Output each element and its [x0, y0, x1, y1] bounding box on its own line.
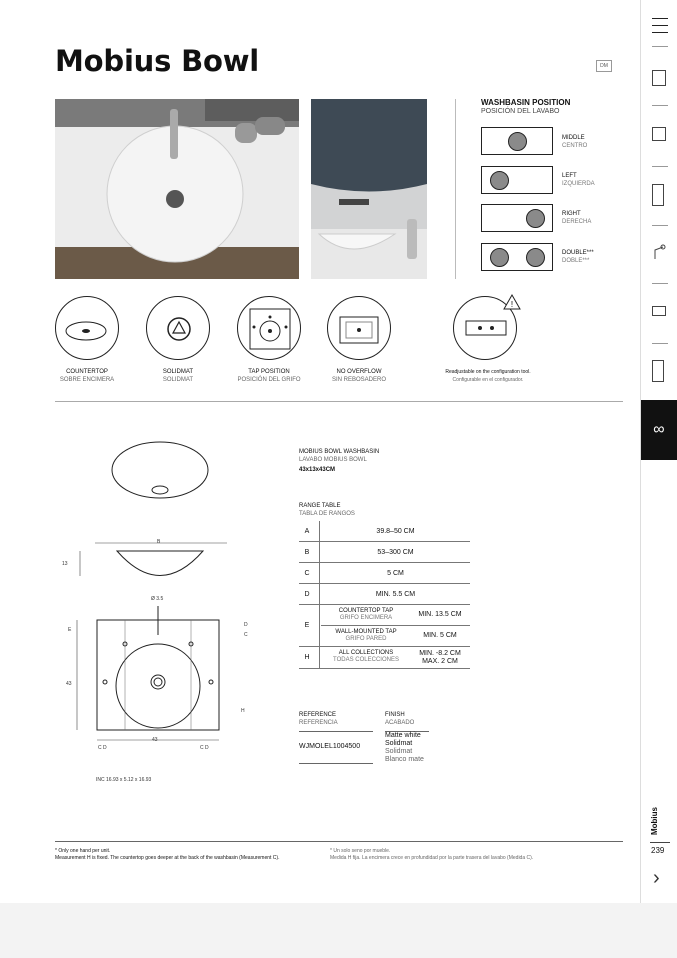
product-photo-side-view — [311, 99, 427, 279]
footnote-es: * Un solo seno por mueble. Medida H fija. La encimera crece en profundidad por la parte trasera del lavabo (Medida C). — [330, 848, 534, 861]
sidebar-separator — [652, 46, 668, 47]
product-photo-top-view — [55, 99, 299, 279]
position-middle-label: MIDDLE CENTRO — [562, 135, 588, 149]
shelf-icon[interactable] — [652, 306, 666, 316]
bottom-band — [0, 903, 677, 958]
position-left-label: LEFT IZQUIERDA — [562, 173, 595, 187]
sidebar-separator — [650, 842, 670, 843]
solidmat-icon — [146, 296, 210, 360]
countertop-bowl-icon — [55, 296, 119, 360]
table-row-h: H ALL COLLECTIONS TODAS COLECCIONES MIN. -8.2 CM MAX. 2 CM — [299, 647, 470, 669]
tab-mobius-active[interactable]: ∞ — [641, 400, 677, 460]
feature-countertop-label: COUNTERTOP SOBRE ENCIMERA — [59, 369, 115, 383]
basin-dot-icon — [508, 132, 527, 151]
spec-block — [299, 448, 379, 474]
table-row-e: E COUNTERTOP TAP GRIFO ENCIMERA MIN. 13.5 CM WALL-MOUNTED TAP GRIFO PARED MIN. 5 CM — [299, 605, 470, 647]
dim-cd-right-label: C D — [200, 745, 209, 751]
dm-badge-icon: DM — [596, 60, 612, 72]
range-table-title: RANGE TABLE TABLA DE RANGOS — [299, 503, 355, 517]
feature-solidmat-label: SOLIDMAT SOLIDMAT — [162, 369, 194, 383]
section-label: Mobius — [650, 807, 659, 835]
dim-width-label: 43 — [152, 737, 158, 743]
sidebar-separator — [652, 166, 668, 167]
menu-icon[interactable] — [652, 18, 668, 32]
dim-c-label: C — [244, 632, 248, 638]
page-number: 239 — [651, 846, 665, 855]
sidebar — [641, 0, 677, 958]
ref-divider — [299, 763, 373, 764]
basin-dot-icon — [490, 248, 509, 267]
section-divider — [55, 401, 623, 402]
spec-name: MOBIUS BOWL WASHBASIN — [299, 449, 380, 455]
washbasin-position-title: WASHBASIN POSITION — [481, 98, 571, 107]
spec-size: 43x13x43CM — [299, 467, 336, 473]
warning-icon — [503, 294, 521, 310]
tap-position-icon — [237, 296, 301, 360]
footnote-en: * Only one hand per unit. Measurement H is fixed. The countertop goes deeper at the back of the washbasin (Measurement C). — [55, 848, 280, 861]
spec-name-es: LAVABO MOBIUS BOWL — [299, 457, 367, 463]
table-row: B 53–300 CM — [299, 542, 470, 563]
washbasin-position-subtitle: POSICIÓN DEL LAVABO — [481, 108, 560, 115]
dim-b-label: B — [157, 539, 161, 545]
table-row: A 39.8–50 CM — [299, 521, 470, 542]
dim-h-label: H — [241, 708, 245, 714]
dim-h13-label: 13 — [62, 561, 68, 567]
finish-header: FINISH ACABADO — [385, 712, 415, 726]
light-icon[interactable] — [652, 360, 664, 382]
dim-depth-label: 43 — [66, 681, 72, 687]
mirror-icon[interactable] — [652, 184, 664, 206]
dim-diameter-label: Ø 3.5 — [151, 596, 164, 602]
position-right-label: RIGHT DERECHA — [562, 211, 592, 225]
range-table — [299, 521, 470, 671]
inch-dimensions-note: INC 16.93 x 5.12 x 16.93 — [96, 777, 152, 783]
footer-divider — [55, 841, 623, 842]
table-row: D MIN. 5.5 CM — [299, 584, 470, 605]
basin-dot-icon — [490, 171, 509, 190]
drawer-icon[interactable] — [652, 127, 666, 141]
ref-divider — [299, 731, 373, 732]
divider — [455, 99, 456, 279]
sidebar-separator — [652, 283, 668, 284]
reference-value: WJMOLEL1004500 — [299, 743, 361, 750]
feature-no-overflow-label: NO OVERFLOW SIN REBOSADERO — [331, 369, 386, 383]
sidebar-separator — [652, 225, 668, 226]
position-left-option[interactable] — [481, 166, 553, 194]
position-double-label: DOUBLE*** DOBLE*** — [562, 250, 594, 264]
next-page-chevron-icon[interactable]: › — [653, 867, 660, 889]
svg-text:!: ! — [510, 300, 514, 309]
no-overflow-icon — [327, 296, 391, 360]
reference-header: REFERENCE REFERENCIA — [299, 712, 338, 726]
sidebar-separator — [652, 343, 668, 344]
feature-configurator-label: Readjustable on the configuration tool. Configurable en el configurador. — [445, 369, 531, 383]
feature-tap-position-label: TAP POSITION POSICIÓN DEL GRIFO — [237, 369, 301, 383]
basin-dot-icon — [526, 248, 545, 267]
dim-cd-left-label: C D — [98, 745, 107, 751]
table-row: C 5 CM — [299, 563, 470, 584]
tap-icon[interactable] — [652, 244, 666, 260]
basin-dot-icon — [526, 209, 545, 228]
position-right-option[interactable] — [481, 204, 553, 232]
cabinet-icon[interactable] — [652, 70, 666, 86]
page-title: Mobius Bowl — [55, 44, 260, 78]
sidebar-separator — [652, 105, 668, 106]
position-double-option[interactable] — [481, 243, 553, 271]
technical-drawing — [55, 430, 285, 790]
position-middle-option[interactable] — [481, 127, 553, 155]
dim-d-label: D — [244, 622, 248, 628]
finish-value: Matte white Solidmat Solidmat Blanco mate — [385, 732, 424, 763]
dim-e-label: E — [68, 627, 72, 633]
